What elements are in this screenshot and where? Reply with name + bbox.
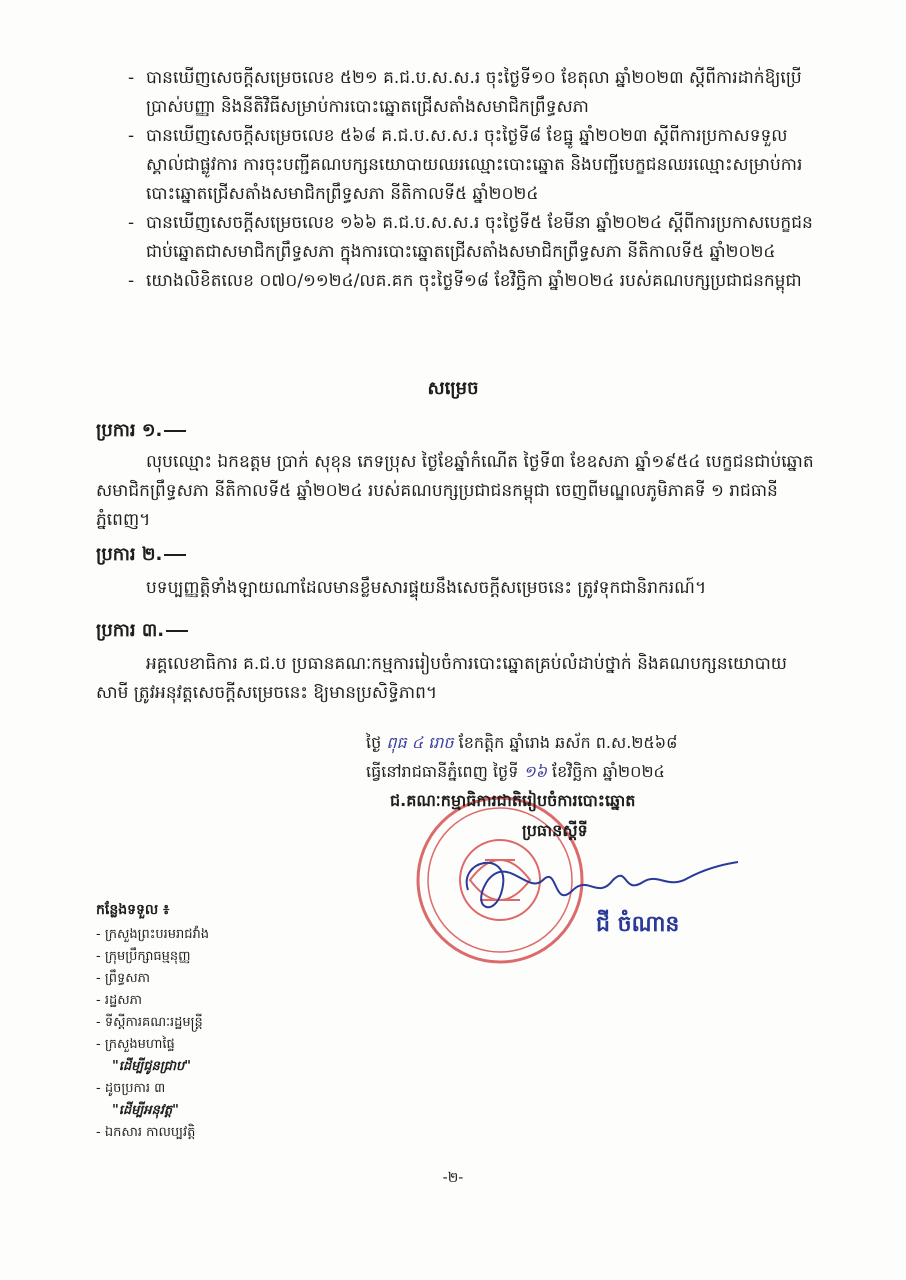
recipients-title: កន្លែងទទួល ៖ bbox=[96, 902, 170, 918]
signer-name: ជី ចំណាន bbox=[596, 912, 680, 937]
article-2-title: ប្រការ ២. bbox=[96, 542, 186, 569]
article-1-title: ប្រការ ១. bbox=[96, 418, 186, 445]
recipients-list bbox=[96, 924, 209, 1144]
recipient-item: - ឯកសារ កាលប្បវត្តិ bbox=[96, 1125, 196, 1140]
recipient-item: - ទីស្តីការគណៈរដ្ឋមន្ត្រី bbox=[96, 1015, 203, 1030]
decision-heading: សម្រេច bbox=[427, 378, 479, 399]
preamble-list bbox=[128, 64, 818, 296]
date-block bbox=[366, 728, 816, 786]
recipient-item: - ក្រុមប្រឹក្សាធម្មនុញ្ញ bbox=[96, 949, 191, 964]
preamble-item: - យោងលិខិតលេខ ០៧០/១១២៤/លគ.គក ចុះថ្ងៃទី១៨ ខែវិច្ឆិកា ឆ្នាំ២០២៤ របស់គណបក្សប្រជាជនកម្ពុជា bbox=[128, 271, 802, 291]
solar-date: ធ្វើនៅរាជធានីភ្នំពេញ ថ្ងៃទី ១៦ ខែវិច្ឆិកា ឆ្នាំ២០២៤ bbox=[366, 762, 665, 781]
preamble-item: - បានឃើញសេចក្តីសម្រេចលេខ ៥៦៨ គ.ជ.ប.ស.ស.រ ចុះថ្ងៃទី៨ ខែធ្នូ ឆ្នាំ២០២៣ ស្តីពីការប្រកាសទទួលស្គាល់ជាផ្លូវការ ការចុះបញ្ជីគណបក្សនយោបាយឈរឈ្មោះបោះឆ្នោត និងបញ្ជីបេក្ខជនឈរឈ្មោះសម្រាប់ការបោះឆ្នោតជ្រើសតាំងសមាជិកព្រឹទ្ធសភា នីតិកាលទី៥ ឆ្នាំ២០២៤ bbox=[128, 126, 803, 204]
article-3-title: ប្រការ ៣. bbox=[96, 618, 188, 645]
signing-organization: ជ.គណៈកម្មាធិការជាតិរៀបចំការបោះឆ្នោត bbox=[390, 791, 636, 810]
article-3-body: អគ្គលេខាធិការ គ.ជ.ប ប្រធានគណៈកម្មការរៀបចំការបោះឆ្នោតគ្រប់លំដាប់ថ្នាក់ និងគណបក្សនយោបាយសាមី ត្រូវអនុវត្តសេចក្តីសម្រេចនេះ ឱ្យមានប្រសិទ្ធិភាព។ bbox=[96, 654, 787, 703]
recipient-item: - ក្រសួងព្រះបរមរាជវាំង bbox=[96, 927, 210, 942]
recipient-item: - រដ្ឋសភា bbox=[96, 993, 142, 1008]
signer-title: ប្រធានស្តីទី bbox=[522, 821, 588, 840]
recipient-note: "ដើម្បីអនុវត្ត" bbox=[112, 1103, 179, 1118]
lunar-date: ថ្ងៃ ពុធ ៤ រោច ខែកត្តិក ឆ្នាំរោង ឆស័ក ព.ស.២៥៦៨ bbox=[366, 733, 678, 752]
article-2-body: បទប្បញ្ញត្តិទាំងឡាយណាដែលមានខ្លឹមសារផ្ទុយនឹងសេចក្តីសម្រេចនេះ ត្រូវទុកជានិរាករណ៍។ bbox=[146, 578, 707, 598]
article-1-body: លុបឈ្មោះ ឯកឧត្តម ប្រាក់ សុខុន ភេទប្រុស ថ្ងៃខែឆ្នាំកំណើត ថ្ងៃទី៣ ខែឧសភា ឆ្នាំ១៩៥៤ បេក្ខជនជាប់ឆ្នោតសមាជិកព្រឹទ្ធសភា នីតិកាលទី៥ ឆ្នាំ២០២៤ របស់គណបក្សប្រជាជនកម្ពុជា ចេញពីមណ្ឌលភូមិភាគទី ១ រាជធានីភ្នំពេញ។ bbox=[96, 452, 814, 530]
preamble-item: - បានឃើញសេចក្តីសម្រេចលេខ ១៦៦ គ.ជ.ប.ស.ស.រ ចុះថ្ងៃទី៥ ខែមីនា ឆ្នាំ២០២៤ ស្តីពីការប្រកាសបេក្ខជនជាប់ឆ្នោតជាសមាជិកព្រឹទ្ធសភា ក្នុងការបោះឆ្នោតជ្រើសតាំងសមាជិកព្រឹទ្ធសភា នីតិកាលទី៥ ឆ្នាំ២០២៤ bbox=[128, 213, 813, 262]
recipient-item: - ព្រឹទ្ធសភា bbox=[96, 971, 150, 986]
preamble-item: - បានឃើញសេចក្តីសម្រេចលេខ ៥២១ គ.ជ.ប.ស.ស.រ ចុះថ្ងៃទី១០ ខែតុលា ឆ្នាំ២០២៣ ស្តីពីការដាក់ឱ្យប្រើប្រាស់បញ្ញា និងនីតិវិធីសម្រាប់ការបោះឆ្នោតជ្រើសតាំងសមាជិកព្រឹទ្ធសភា bbox=[128, 68, 802, 117]
recipient-note: "ដើម្បីជូនជ្រាប" bbox=[112, 1059, 192, 1074]
recipient-item: - ដូចប្រការ ៣ bbox=[96, 1081, 166, 1096]
page-number: -២- bbox=[442, 1170, 464, 1186]
recipient-item: - ក្រសួងមហាផ្ទៃ bbox=[96, 1037, 175, 1052]
